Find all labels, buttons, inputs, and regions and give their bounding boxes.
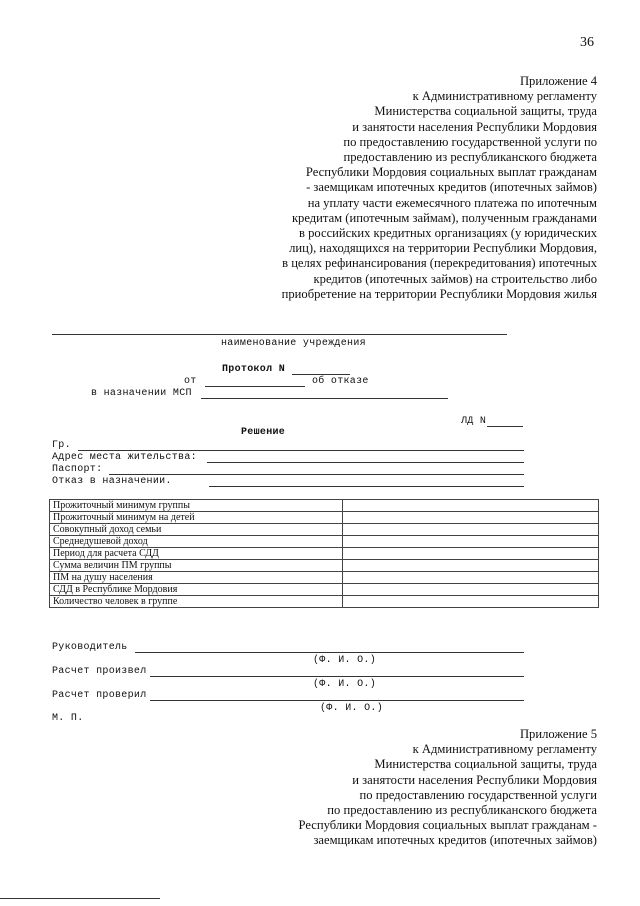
table-row-label: ПМ на душу населения — [50, 572, 343, 584]
appendix-4-line: к Административному регламенту — [412, 89, 597, 104]
table-row-label: Прожиточный минимум на детей — [50, 512, 343, 524]
refusal-field-label: Отказ в назначении. — [52, 476, 172, 487]
appendix-4-line: Приложение 4 — [519, 74, 597, 88]
address-line — [207, 462, 524, 463]
institution-caption: наименование учреждения — [221, 338, 366, 349]
calculated-by-line — [150, 676, 524, 677]
appendix-5-line: Приложение 5 — [519, 727, 597, 741]
table-row — [50, 500, 599, 512]
institution-line — [52, 334, 507, 335]
appendix-4-line: в целях рефинансирования (перекредитования) ипотечных — [282, 256, 597, 271]
date-line — [205, 386, 305, 387]
appendix-4-line: - заемщикам ипотечных кредитов (ипотечных займов) — [306, 180, 597, 195]
ld-label: ЛД N — [461, 416, 487, 427]
head-signature-note: (Ф. И. О.) — [313, 655, 377, 666]
appendix-4-line: лиц), находящихся на территории Республики Мордовия, — [289, 241, 597, 256]
head-signature-line — [135, 652, 524, 653]
refusal-line — [209, 486, 524, 487]
table-row — [50, 560, 599, 572]
from-label: от — [184, 376, 197, 387]
passport-line — [109, 474, 524, 475]
calculated-by-label: Расчет произвел — [52, 666, 147, 677]
table-row — [50, 548, 599, 560]
table-row-label: Совокупный доход семьи — [50, 524, 343, 536]
appendix-4-line: по предоставлению государственной услуги по — [343, 134, 597, 149]
appendix-5-line: по предоставлению государственной услуги — [359, 787, 597, 802]
purpose-line — [201, 398, 448, 399]
page-number: 36 — [580, 35, 594, 50]
appendix-5-line: и занятости населения Республики Мордовия — [352, 772, 597, 787]
table-row-value — [343, 572, 599, 584]
appendix-5-line: заемщикам ипотечных кредитов (ипотечных займов) — [313, 833, 597, 848]
table-row-label: Прожиточный минимум группы — [50, 500, 343, 512]
table-row — [50, 536, 599, 548]
protocol-label: Протокол N — [222, 364, 286, 375]
table-row-value — [343, 512, 599, 524]
appendix-4-line: кредитов (ипотечных займов) на строительство либо — [313, 271, 597, 286]
appendix-4-line: и занятости населения Республики Мордовия — [352, 119, 597, 134]
checked-by-line — [150, 700, 524, 701]
address-label: Адрес места жительства: — [52, 452, 197, 463]
table-row-value — [343, 548, 599, 560]
refusal-label: об отказе — [312, 376, 369, 387]
passport-label: Паспорт: — [52, 464, 103, 475]
table-row-label: Период для расчета СДД — [50, 548, 343, 560]
calculation-table — [49, 499, 599, 608]
table-row — [50, 596, 599, 608]
appendix-5-header — [299, 727, 597, 849]
ld-number-line — [487, 426, 523, 427]
appendix-5-line: Республики Мордовия социальных выплат гражданам - — [298, 818, 597, 833]
table-row-label: Сумма величин ПМ группы — [50, 560, 343, 572]
table-row-value — [343, 500, 599, 512]
table-row-value — [343, 536, 599, 548]
appendix-4-line: Республики Мордовия социальных выплат гражданам — [305, 165, 597, 180]
table-row-label: СДД в Республике Мордовия — [50, 584, 343, 596]
checked-by-note: (Ф. И. О.) — [320, 703, 384, 714]
table-row-value — [343, 584, 599, 596]
table-row-value — [343, 596, 599, 608]
appendix-4-line: в российских кредитных организациях (у юридических — [298, 226, 597, 241]
appendix-5-line: Министерства социальной защиты, труда — [374, 757, 597, 772]
appendix-4-header — [282, 74, 597, 302]
appendix-4-line: Министерства социальной защиты, труда — [374, 104, 597, 119]
footnote-divider — [0, 898, 160, 899]
protocol-number-line — [292, 374, 350, 375]
table-row-label: Количество человек в группе — [50, 596, 343, 608]
appendix-5-line: к Административному регламенту — [412, 742, 597, 757]
table-row-value — [343, 560, 599, 572]
table-row-label: Среднедушевой доход — [50, 536, 343, 548]
appendix-4-line: на уплату части ежемесячного платежа по ипотечным — [307, 195, 597, 210]
appendix-4-line: предоставлению из республиканского бюджета — [343, 150, 597, 165]
appendix-4-line: приобретение на территории Республики Мордовия жилья — [281, 286, 597, 301]
citizen-label: Гр. — [52, 440, 71, 451]
purpose-label: в назначении МСП — [91, 388, 192, 399]
head-signature-label: Руководитель — [52, 642, 128, 653]
checked-by-label: Расчет проверил — [52, 690, 147, 701]
table-row — [50, 584, 599, 596]
table-row — [50, 572, 599, 584]
calculated-by-note: (Ф. И. О.) — [313, 679, 377, 690]
table-row — [50, 524, 599, 536]
table-row — [50, 512, 599, 524]
stamp-label: М. П. — [52, 713, 84, 724]
table-row-value — [343, 524, 599, 536]
decision-label: Решение — [241, 427, 286, 438]
citizen-line — [78, 450, 524, 451]
appendix-5-line: по предоставлению из республиканского бюджета — [327, 803, 597, 818]
appendix-4-line: кредитам (ипотечным займам), полученным гражданами — [291, 210, 597, 225]
